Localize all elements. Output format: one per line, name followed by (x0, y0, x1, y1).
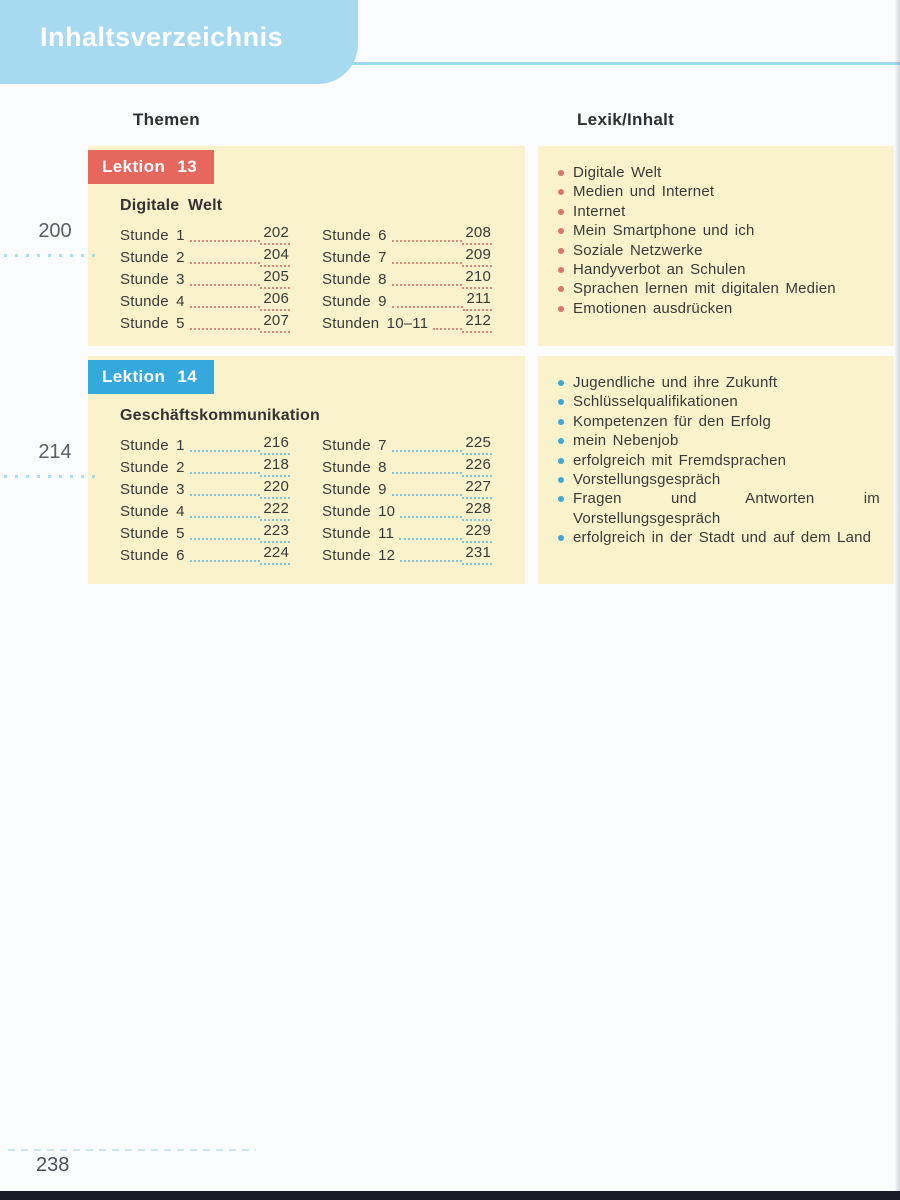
lexik-item: Kompetenzen für den Erfolg (556, 412, 880, 431)
toc-columns (120, 433, 497, 565)
toc-entry (322, 455, 492, 477)
toc-entry-page: 224 (260, 543, 290, 565)
lexik-panel (538, 356, 894, 584)
toc-entry-page: 216 (260, 433, 290, 455)
dotted-leader (190, 494, 261, 496)
column-header-lexik: Lexik/Inhalt (577, 110, 675, 129)
dotted-leader (392, 472, 463, 474)
dotted-leader (190, 328, 261, 330)
page-number: 238 (36, 1154, 70, 1176)
lexik-item: Fragen und Antworten im Vorstellungsgespräch (556, 489, 880, 528)
dotted-leader (399, 538, 462, 540)
toc-entry-page: 218 (260, 455, 290, 477)
dotted-leader (190, 284, 261, 286)
toc-entry-label: Stunde 4 (120, 503, 185, 520)
toc-entry-label: Stunde 2 (120, 249, 185, 266)
toc-entry-page: 208 (462, 223, 492, 245)
header-rule (352, 62, 900, 65)
scan-edge-right (894, 0, 900, 1191)
toc-entry (322, 245, 492, 267)
dotted-leader (433, 328, 462, 330)
toc-entry-page: 226 (462, 455, 492, 477)
toc-entry-label: Stunde 6 (120, 547, 185, 564)
themen-panel-body (88, 197, 525, 333)
lexik-item: Mein Smartphone und ich (556, 221, 880, 240)
toc-entry-label: Stunde 1 (120, 227, 185, 244)
dotted-leader (392, 494, 463, 496)
toc-entry-label: Stunde 9 (322, 293, 387, 310)
toc-entry (120, 311, 290, 333)
header-band (0, 0, 358, 84)
toc-entry-page: 227 (462, 477, 492, 499)
lektion-badge: Lektion 13 (88, 150, 214, 184)
dotted-leader (400, 516, 462, 518)
lexik-item: Schlüsselqualifikationen (556, 392, 880, 411)
dotted-leader (190, 472, 261, 474)
dotted-leader (392, 306, 464, 308)
lexik-item: Vorstellungsgespräch (556, 470, 880, 489)
lexik-item: Jugendliche und ihre Zukunft (556, 373, 880, 392)
toc-entry-page: 205 (260, 267, 290, 289)
dotted-leader (392, 240, 463, 242)
toc-entry (322, 521, 492, 543)
toc-entry-label: Stunde 1 (120, 437, 185, 454)
toc-entry-page: 231 (462, 543, 492, 565)
toc-entry-label: Stunde 5 (120, 315, 185, 332)
toc-entry-page: 204 (260, 245, 290, 267)
themen-panel (88, 146, 525, 346)
dotted-leader (392, 450, 463, 452)
toc-entry-label: Stunde 12 (322, 547, 396, 564)
toc-entry-label: Stunde 3 (120, 481, 185, 498)
lexik-list (556, 163, 880, 318)
toc-column-2 (322, 223, 492, 333)
toc-entry (322, 311, 492, 333)
toc-entry (120, 499, 290, 521)
themen-panel (88, 356, 525, 584)
toc-entry-label: Stunde 8 (322, 459, 387, 476)
lexik-item: Internet (556, 202, 880, 221)
toc-entry (120, 245, 290, 267)
toc-entry (120, 455, 290, 477)
toc-entry-page: 202 (260, 223, 290, 245)
themen-panel-body (88, 407, 525, 565)
margin-dotted-line (4, 254, 98, 257)
toc-entry-label: Stunde 9 (322, 481, 387, 498)
toc-entry (120, 267, 290, 289)
lesson-topic: Geschäftskommunikation (120, 407, 321, 424)
dotted-leader (190, 450, 261, 452)
lesson-row (88, 356, 894, 584)
dotted-leader (190, 240, 261, 242)
toc-entry (322, 289, 492, 311)
lexik-item: Sprachen lernen mit digitalen Medien (556, 279, 880, 298)
toc-entry-page: 223 (260, 521, 290, 543)
toc-entry-page: 207 (260, 311, 290, 333)
toc-entry (120, 289, 290, 311)
toc-entry-label: Stunde 5 (120, 525, 185, 542)
toc-entry-label: Stunde 4 (120, 293, 185, 310)
toc-entry (120, 433, 290, 455)
lexik-item: Digitale Welt (556, 163, 880, 182)
toc-entry (120, 223, 290, 245)
toc-column-2 (322, 433, 492, 565)
toc-entry-label: Stunde 2 (120, 459, 185, 476)
toc-entry (322, 477, 492, 499)
toc-entry-page: 212 (462, 311, 492, 333)
lexik-item: Medien und Internet (556, 182, 880, 201)
toc-entry-page: 209 (462, 245, 492, 267)
dotted-leader (190, 560, 261, 562)
lexik-item: mein Nebenjob (556, 431, 880, 450)
column-header-themen: Themen (133, 110, 200, 129)
toc-entry (322, 499, 492, 521)
lexik-item: Emotionen ausdrücken (556, 299, 880, 318)
toc-entry-label: Stunde 6 (322, 227, 387, 244)
toc-entry (322, 223, 492, 245)
footer-dashed-line (8, 1149, 256, 1151)
toc-columns (120, 223, 497, 333)
margin-page-number: 214 (38, 441, 72, 463)
dotted-leader (392, 262, 463, 264)
toc-entry-page: 220 (260, 477, 290, 499)
toc-entry-label: Stunde 7 (322, 437, 387, 454)
toc-entry-page: 229 (462, 521, 492, 543)
dotted-leader (400, 560, 462, 562)
toc-entry-label: Stunde 10 (322, 503, 396, 520)
lexik-item: erfolgreich in der Stadt und auf dem Land (556, 528, 880, 547)
toc-entry-label: Stunde 8 (322, 271, 387, 288)
toc-entry (120, 543, 290, 565)
toc-entry (120, 477, 290, 499)
toc-entry-page: 210 (462, 267, 492, 289)
toc-entry (322, 543, 492, 565)
lektion-badge: Lektion 14 (88, 360, 214, 394)
margin-dotted-line (4, 475, 98, 478)
dotted-leader (190, 538, 261, 540)
lexik-item: erfolgreich mit Fremdsprachen (556, 451, 880, 470)
dotted-leader (190, 262, 261, 264)
toc-entry-page: 225 (462, 433, 492, 455)
toc-entry-label: Stunden 10–11 (322, 315, 429, 332)
lexik-panel (538, 146, 894, 346)
dotted-leader (392, 284, 463, 286)
toc-entry-label: Stunde 3 (120, 271, 185, 288)
lexik-item: Soziale Netzwerke (556, 241, 880, 260)
toc-entry-page: 228 (462, 499, 492, 521)
lesson-row (88, 146, 894, 346)
toc-entry (322, 433, 492, 455)
toc-entry (322, 267, 492, 289)
lesson-topic: Digitale Welt (120, 197, 223, 214)
toc-entry (120, 521, 290, 543)
toc-entry-page: 211 (463, 289, 492, 311)
dotted-leader (190, 306, 261, 308)
toc-entry-label: Stunde 11 (322, 525, 395, 542)
page-title: Inhaltsverzeichnis (40, 22, 284, 52)
toc-column-1 (120, 223, 290, 333)
toc-column-1 (120, 433, 290, 565)
toc-entry-label: Stunde 7 (322, 249, 387, 266)
toc-entry-page: 222 (260, 499, 290, 521)
margin-page-number: 200 (38, 220, 72, 242)
lexik-item: Handyverbot an Schulen (556, 260, 880, 279)
scan-edge-bottom (0, 1191, 900, 1200)
lexik-list (556, 373, 880, 548)
toc-entry-page: 206 (260, 289, 290, 311)
dotted-leader (190, 516, 261, 518)
